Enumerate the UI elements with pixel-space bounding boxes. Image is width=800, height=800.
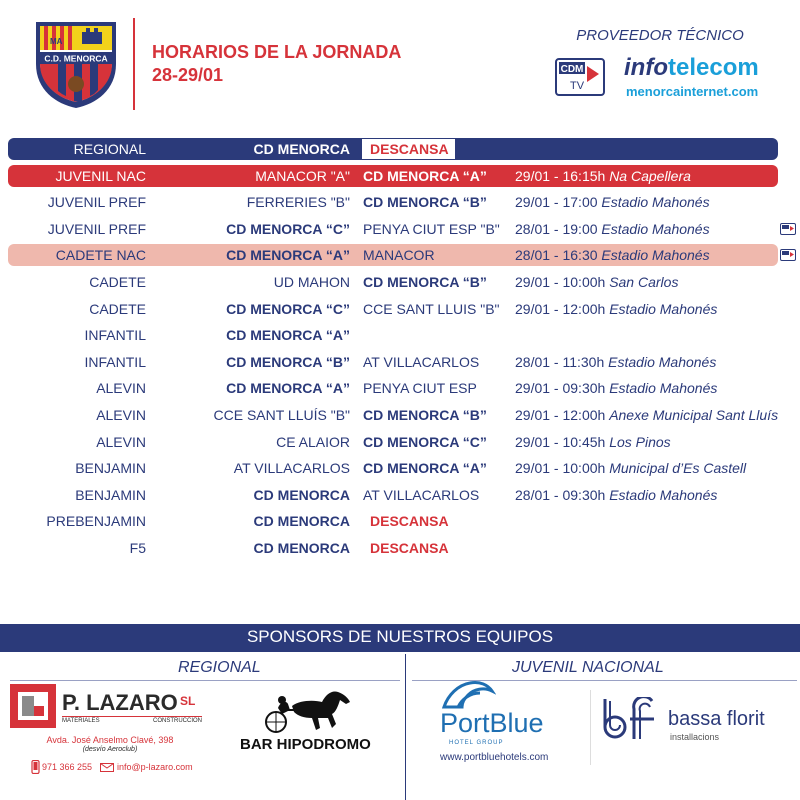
row-home-team: AT VILLACARLOS	[233, 460, 350, 477]
row-category: BENJAMIN	[75, 486, 146, 503]
regional-sponsors-label: REGIONAL	[178, 659, 261, 676]
cdm-tv-top: CDM	[560, 64, 584, 75]
page-title: HORARIOS DE LA JORNADA	[152, 42, 402, 62]
row-schedule-info	[515, 351, 716, 373]
row-away-team: CD MENORCA “B”	[363, 274, 487, 290]
row-rest-label: DESCANSA	[370, 141, 449, 157]
row-schedule-info	[515, 218, 710, 240]
row-away-team: CD MENORCA “A”	[363, 460, 487, 477]
row-schedule-info	[515, 191, 710, 213]
row-category: CADETE	[89, 300, 146, 317]
p-lazaro-tagline	[62, 716, 202, 724]
row-home-team: CD MENORCA	[253, 540, 350, 556]
row-venue: Estadio Mahonés	[601, 247, 710, 264]
row-schedule-info	[515, 431, 671, 453]
schedule-row	[0, 298, 800, 320]
row-venue: Estadio Mahonés	[609, 486, 718, 503]
row-schedule-info	[515, 244, 710, 266]
row-venue: San Carlos	[609, 274, 679, 290]
row-schedule-info	[515, 271, 678, 293]
cdm-tv-broadcast-icon	[780, 223, 796, 235]
schedule-row	[0, 218, 800, 240]
portblue-group: HOTEL GROUP	[449, 740, 504, 746]
club-crest-logo	[32, 18, 120, 110]
row-venue: Anexe Municipal Sant Lluís	[609, 407, 779, 423]
menorcainternet-link: menorcainternet.com	[626, 84, 759, 99]
p-lazaro-phone: 971 366 255	[42, 762, 93, 772]
row-home-team: CD MENORCA “C”	[226, 220, 350, 237]
row-away-team: CD MENORCA “B”	[363, 194, 487, 211]
sponsors-title: SPONSORS DE NUESTROS EQUIPOS	[246, 627, 554, 646]
row-category: ALEVIN	[96, 380, 146, 397]
schedule-row	[0, 510, 800, 532]
row-away-team: CD MENORCA “C”	[363, 433, 487, 450]
phone-icon	[31, 760, 40, 774]
infotelecom-part1: info	[624, 54, 668, 81]
row-schedule-info	[515, 298, 717, 320]
schedule-row	[0, 191, 800, 213]
row-datetime: 29/01 - 12:00h	[515, 300, 610, 317]
row-category: JUVENIL NAC	[55, 167, 146, 184]
schedule-row	[0, 377, 800, 399]
row-home-team: CD MENORCA “B”	[226, 353, 350, 370]
schedule-row	[0, 165, 800, 187]
row-home-team: CD MENORCA “A”	[226, 380, 350, 397]
row-category: BENJAMIN	[75, 460, 146, 477]
row-datetime: 29/01 - 09:30h	[515, 380, 610, 397]
regional-underline	[10, 680, 400, 681]
portblue-wave-logo	[440, 677, 496, 711]
row-venue: Na Capellera	[609, 167, 691, 184]
infotelecom-part2: telecom	[667, 54, 759, 81]
row-home-team: CE ALAIOR	[276, 433, 350, 450]
horse-sulky-icon	[252, 688, 352, 734]
mail-icon	[100, 763, 114, 772]
row-datetime: 29/01 - 10:45h	[515, 433, 610, 450]
bassa-florit-logo	[602, 697, 656, 741]
row-category: CADETE NAC	[55, 247, 146, 264]
bassa-florit-sub: installacions	[670, 732, 720, 742]
row-rest-label: DESCANSA	[370, 540, 449, 556]
row-venue: Municipal d’Es Castell	[609, 460, 747, 477]
p-lazaro-detour: (desvío Aeroclub)	[82, 746, 138, 753]
row-rest-label: DESCANSA	[370, 513, 449, 530]
row-schedule-info	[515, 377, 717, 399]
portblue-url: www.portbluehotels.com	[440, 752, 549, 763]
row-category: REGIONAL	[73, 141, 146, 157]
row-category: CADETE	[89, 274, 146, 290]
schedule-row	[0, 271, 800, 293]
row-away-team: PENYA CIUT ESP	[363, 380, 477, 397]
row-datetime: 28/01 - 16:30	[515, 247, 602, 264]
row-datetime: 29/01 - 10:00h	[515, 460, 610, 477]
infotelecom-logo	[624, 54, 759, 82]
crest-text-right: HO	[90, 37, 102, 46]
portblue-name: PortBlue	[440, 708, 544, 738]
schedule-row	[0, 537, 800, 559]
row-venue: Estadio Mahonés	[609, 300, 718, 317]
row-venue: Estadio Mahonés	[609, 380, 718, 397]
crest-banner: C.D. MENORCA	[44, 53, 108, 64]
row-category: INFANTIL	[84, 327, 146, 344]
row-home-team: CD MENORCA “C”	[226, 300, 350, 317]
row-datetime: 28/01 - 19:00	[515, 220, 602, 237]
row-schedule-info	[515, 457, 746, 479]
p-lazaro-construccion: CONSTRUCCION	[153, 718, 202, 724]
sponsors-divider	[405, 654, 406, 800]
schedule-row	[0, 484, 800, 506]
row-home-team: CCE SANT LLUÍS "B"	[213, 407, 350, 423]
p-lazaro-email: info@p-lazaro.com	[117, 762, 193, 772]
p-lazaro-materiales: MATERIALES	[62, 718, 100, 724]
p-lazaro-name: P. LAZARO	[62, 690, 178, 715]
row-venue: Estadio Mahonés	[608, 353, 717, 370]
row-datetime: 29/01 - 16:15h	[515, 167, 610, 184]
bassa-florit-name: bassa florit	[668, 708, 765, 730]
row-away-team: AT VILLACARLOS	[363, 353, 480, 370]
p-lazaro-suffix: SL	[180, 694, 196, 708]
row-venue: Estadio Mahonés	[601, 220, 710, 237]
schedule-row	[0, 244, 800, 266]
row-schedule-info	[515, 404, 778, 426]
row-category: JUVENIL PREF	[47, 194, 146, 211]
schedule-row	[0, 431, 800, 453]
row-datetime: 29/01 - 17:00	[515, 194, 602, 211]
schedule-row	[0, 457, 800, 479]
row-venue: Los Pinos	[609, 433, 671, 450]
row-category: PREBENJAMIN	[46, 513, 146, 530]
juvenil-sponsors-label: JUVENIL NACIONAL	[512, 659, 664, 676]
juvenil-sponsor-divider	[590, 690, 591, 765]
p-lazaro-logo	[10, 684, 56, 728]
row-category: F5	[129, 540, 146, 556]
row-home-team: CD MENORCA “A”	[226, 327, 350, 344]
row-category: JUVENIL PREF	[47, 220, 146, 237]
row-away-team: CCE SANT LLUIS "B"	[363, 300, 500, 317]
row-category: INFANTIL	[84, 353, 146, 370]
row-home-team: CD MENORCA “A”	[226, 247, 350, 264]
crest-text-left: MA	[50, 37, 63, 46]
row-away-team: CD MENORCA “B”	[363, 407, 487, 423]
schedule-row	[0, 404, 800, 426]
row-home-team: CD MENORCA	[253, 513, 350, 530]
row-schedule-info	[515, 165, 691, 187]
row-home-team: UD MAHON	[273, 274, 350, 290]
row-datetime: 29/01 - 10:00h	[515, 274, 610, 290]
row-away-team: PENYA CIUT ESP "B"	[363, 220, 500, 237]
schedule-row	[0, 324, 800, 346]
cdm-tv-broadcast-icon	[780, 249, 796, 261]
bar-hipodromo-name: BAR HIPODROMO	[240, 736, 371, 753]
row-home-team: CD MENORCA	[253, 141, 350, 157]
row-away-team: CD MENORCA “A”	[363, 167, 487, 184]
schedule-row	[0, 138, 800, 160]
page-dates: 28-29/01	[152, 65, 224, 85]
row-home-team: CD MENORCA	[253, 486, 350, 503]
cdm-tv-bottom: TV	[569, 80, 585, 92]
provider-label: PROVEEDOR TÉCNICO	[576, 27, 744, 44]
row-home-team: FERRERIES "B"	[246, 194, 350, 211]
row-datetime: 28/01 - 11:30h	[515, 353, 609, 370]
row-home-team: MANACOR "A"	[255, 167, 350, 184]
row-category: ALEVIN	[96, 433, 146, 450]
cdm-tv-logo	[555, 58, 605, 96]
row-datetime: 29/01 - 12:00h	[515, 407, 610, 423]
schedule-row	[0, 351, 800, 373]
row-category: ALEVIN	[96, 407, 146, 423]
p-lazaro-address: Avda. José Anselmo Clavé, 398	[46, 735, 174, 745]
row-venue: Estadio Mahonés	[601, 194, 710, 211]
row-datetime: 28/01 - 09:30h	[515, 486, 610, 503]
row-away-team: AT VILLACARLOS	[363, 486, 480, 503]
row-away-team: MANACOR	[363, 247, 435, 264]
header-divider	[133, 18, 135, 110]
row-schedule-info	[515, 484, 717, 506]
